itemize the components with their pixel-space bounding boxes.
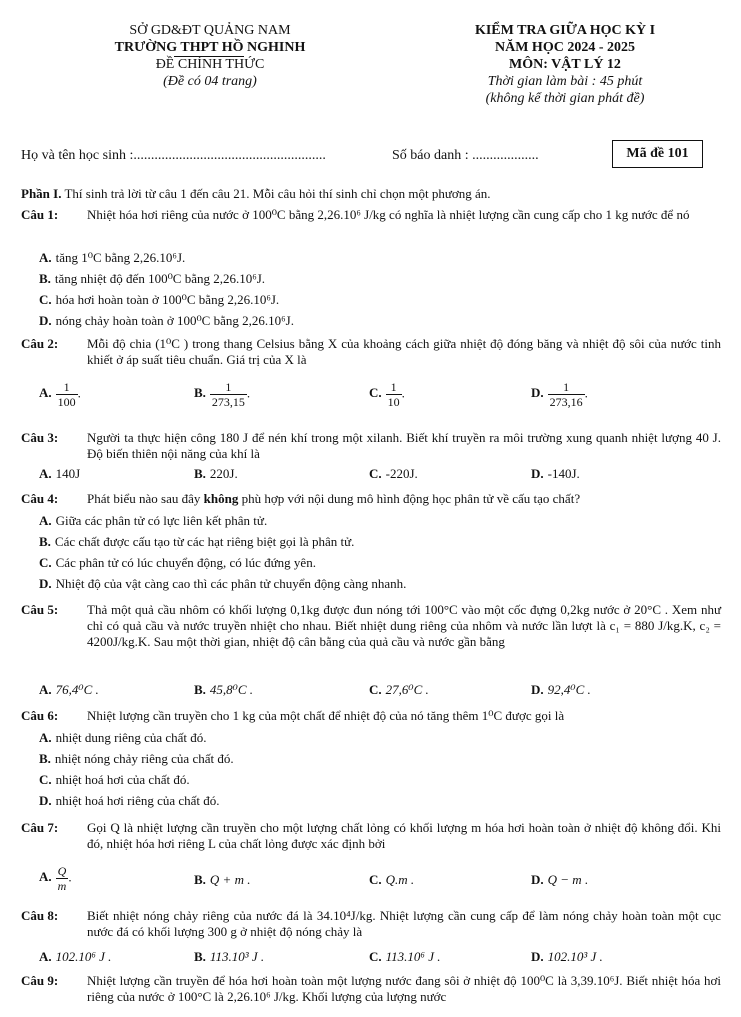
question-label: Câu 5: bbox=[21, 602, 59, 617]
option-b[interactable]: B. Các chất được cấu tạo từ các hạt riêng biệt gọi là phân tử. bbox=[39, 534, 355, 549]
school-name: TRƯỜNG THPT HỒ NGHINH bbox=[114, 40, 306, 55]
part-text: Thí sinh trả lời từ câu 1 đến câu 21. Mỗi câu hỏi thí sinh chỉ chọn một phương án. bbox=[61, 186, 491, 201]
question-label: Câu 3: bbox=[21, 430, 59, 445]
option-c[interactable]: C. $\frac{1}{10}$ . bbox=[369, 380, 405, 409]
option-a[interactable]: A. 102.10⁶ J . bbox=[39, 949, 112, 964]
option-d[interactable]: D. Nhiệt độ của vật càng cao thì các phân tử chuyển động càng nhanh. bbox=[39, 576, 407, 591]
option-a[interactable]: A. nhiệt dung riêng của chất đó. bbox=[39, 730, 207, 745]
question-label: Câu 1: bbox=[21, 207, 59, 222]
school-underline bbox=[174, 56, 244, 57]
option-b[interactable]: B. tăng nhiệt độ đến 100⁰C bằng 2,26.10⁶J. bbox=[39, 271, 266, 286]
option-a[interactable]: A. 140J bbox=[39, 466, 81, 481]
option-a[interactable]: A. 76,4⁰C . bbox=[39, 682, 99, 697]
student-name-field: Họ và tên học sinh :....................................................... bbox=[21, 148, 326, 163]
question-text: Nhiệt lượng cần truyền cho 1 kg của một chất để nhiệt độ của nó tăng thêm 1⁰C được gọi là bbox=[87, 708, 565, 723]
option-a[interactable]: A. tăng 1⁰C bằng 2,26.10⁶J. bbox=[39, 250, 186, 265]
option-a[interactable]: A. $\frac{Q}{m}$ . bbox=[39, 864, 72, 893]
option-d[interactable]: D. 102.10³ J . bbox=[531, 949, 603, 964]
option-c[interactable]: C. nhiệt hoá hơi của chất đó. bbox=[39, 772, 190, 787]
official-label: ĐỀ CHÍNH THỨC bbox=[155, 57, 265, 72]
header-right bbox=[420, 22, 710, 107]
exam-code-box: Mã đề 101 bbox=[612, 140, 703, 168]
option-d[interactable]: D. nhiệt hoá hơi riêng của chất đó. bbox=[39, 793, 220, 808]
question-label: Câu 2: bbox=[21, 336, 59, 351]
question-text: Người ta thực hiện công 180 J để nén khí trong một xilanh. Biết khí truyền ra môi trường xung quanh nhiệt lượng 40 J. Độ biến thiên nội năng của khí là bbox=[87, 430, 721, 461]
option-c[interactable]: C. -220J. bbox=[369, 466, 418, 481]
question-5 bbox=[21, 602, 721, 697]
option-a[interactable]: A. Giữa các phân tử có lực liên kết phân tử. bbox=[39, 513, 268, 528]
question-text: Gọi Q là nhiệt lượng cần truyền cho một lượng chất lỏng có khối lượng m hóa hơi hoàn toàn ở nhiệt độ không đổi. Khi đó, nhiệt hóa hơi riêng L của chất lỏng được xác định bởi bbox=[87, 820, 721, 851]
exam-title: KIỂM TRA GIỮA HỌC KỲ I bbox=[474, 23, 656, 38]
option-d[interactable]: D. $\frac{1}{273,16}$ . bbox=[531, 380, 588, 409]
option-b[interactable]: B. 220J. bbox=[194, 466, 238, 481]
page-count: (Đề có 04 trang) bbox=[163, 74, 257, 89]
question-label: Câu 7: bbox=[21, 820, 59, 835]
question-label: Câu 4: bbox=[21, 491, 59, 506]
question-6 bbox=[21, 708, 721, 808]
question-text: Biết nhiệt nóng chảy riêng của nước đá là 34.10⁴J/kg. Nhiệt lượng cần cung cấp để làm nóng chảy hoàn toàn một cục nước đá có khối lượng 300 g ở nhiệt độ nóng chảy là bbox=[87, 908, 721, 939]
option-b[interactable]: B. Q + m . bbox=[194, 872, 251, 887]
question-label: Câu 8: bbox=[21, 908, 59, 923]
option-c[interactable]: C. hóa hơi hoàn toàn ở 100⁰C bằng 2,26.10⁶J. bbox=[39, 292, 280, 307]
question-4 bbox=[21, 491, 721, 591]
time-limit: Thời gian làm bài : 45 phút bbox=[487, 74, 643, 89]
question-text: Phát biểu nào sau đây không phù hợp với nội dung mô hình động học phân tử về cấu tạo chất? bbox=[87, 491, 581, 506]
question-8 bbox=[21, 908, 721, 963]
option-c[interactable]: C. Q.m . bbox=[369, 872, 415, 887]
question-2 bbox=[21, 336, 721, 416]
question-7 bbox=[21, 820, 721, 900]
question-3 bbox=[21, 430, 721, 480]
question-1 bbox=[21, 207, 721, 327]
option-d[interactable]: D. nóng chảy hoàn toàn ở 100⁰C bằng 2,26.10⁶J. bbox=[39, 313, 294, 328]
option-d[interactable]: D. -140J. bbox=[531, 466, 580, 481]
option-a[interactable]: A. $\frac{1}{100}$ . bbox=[39, 380, 81, 409]
question-label: Câu 6: bbox=[21, 708, 59, 723]
question-text: Thả một quả cầu nhôm có khối lượng 0,1kg được đun nóng tới 100°C vào một cốc đựng 0,2kg nước ở 20°C . Xem như chỉ có quả cầu và nước truyền nhiệt cho nhau. Biết nhiệt dung riêng của nhôm và nước lần lượt là c₁ = 880 J/kg.K, c₂ = 4200J/kg.K. Sau một thời gian, nhiệt độ cân bằng của quả cầu và nước gần bằng bbox=[87, 602, 721, 649]
option-c[interactable]: C. 27,6⁰C . bbox=[369, 682, 429, 697]
option-b[interactable]: B. $\frac{1}{273,15}$ . bbox=[194, 380, 251, 409]
option-b[interactable]: B. 113.10³ J . bbox=[194, 949, 265, 964]
option-d[interactable]: D. 92,4⁰C . bbox=[531, 682, 591, 697]
part-title: Phần I. bbox=[21, 186, 62, 201]
question-text: Nhiệt lượng cần truyền để hóa hơi hoàn toàn một lượng nước đang sôi ở nhiệt độ 100⁰C là 3,39.10⁶J. Biết nhiệt hóa hơi riêng của nước ở 100°C là 2,26.10⁶ J/kg. Khối lượng của lượng nước bbox=[87, 973, 721, 1004]
part-instruction bbox=[21, 186, 491, 202]
question-label: Câu 9: bbox=[21, 973, 59, 988]
question-text: Nhiệt hóa hơi riêng của nước ở 100⁰C bằng 2,26.10⁶ J/kg có nghĩa là nhiệt lượng cần cung cấp cho 1 kg nước để nó bbox=[87, 207, 690, 222]
option-c[interactable]: C. Các phân tử có lúc chuyển động, có lúc đứng yên. bbox=[39, 555, 316, 570]
question-text: Mỗi độ chia (1⁰C ) trong thang Celsius bằng X của khoảng cách giữa nhiệt độ đóng băng và nhiệt độ sôi của nước tinh khiết ở áp suất tiêu chuẩn. Giá trị của X là bbox=[87, 336, 721, 367]
time-note: (không kể thời gian phát đề) bbox=[485, 91, 645, 106]
subject: MÔN: VẬT LÝ 12 bbox=[509, 57, 621, 72]
option-b[interactable]: B. nhiệt nóng chảy riêng của chất đó. bbox=[39, 751, 234, 766]
school-year: NĂM HỌC 2024 - 2025 bbox=[495, 40, 635, 55]
question-9 bbox=[21, 973, 721, 1013]
option-b[interactable]: B. 45,8⁰C . bbox=[194, 682, 254, 697]
option-c[interactable]: C. 113.10⁶ J . bbox=[369, 949, 441, 964]
department-name: SỞ GD&ĐT QUẢNG NAM bbox=[129, 23, 291, 38]
option-d[interactable]: D. Q − m . bbox=[531, 872, 589, 887]
student-id-field: Số báo danh : ................... bbox=[392, 148, 539, 163]
